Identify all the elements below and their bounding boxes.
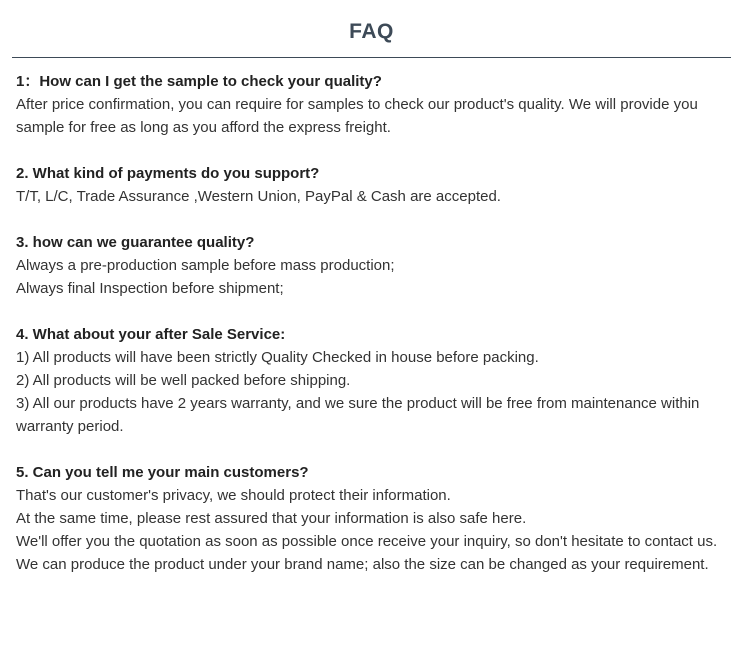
faq-item-3 bbox=[16, 231, 732, 300]
faq-answer-line: T/T, L/C, Trade Assurance ,Western Union, PayPal & Cash are accepted. bbox=[16, 188, 501, 205]
faq-answer-line: We'll offer you the quotation as soon as possible once receive your inquiry, so don't hesitate to contact us. We can produce the product under your brand name; also the size can be changed as your requirement. bbox=[16, 533, 718, 573]
faq-item-2 bbox=[16, 162, 732, 208]
faq-answer-line: After price confirmation, you can require for samples to check our product's quality. We will provide you sample for free as long as you afford the express freight. bbox=[16, 96, 698, 136]
faq-list bbox=[16, 70, 732, 599]
faq-question: 4. What about your after Sale Service: bbox=[16, 326, 286, 343]
faq-question: 5. Can you tell me your main customers? bbox=[16, 464, 309, 481]
faq-answer-line: At the same time, please rest assured that your information is also safe here. bbox=[16, 510, 527, 527]
faq-question: 2. What kind of payments do you support? bbox=[16, 165, 320, 182]
faq-question: 3. how can we guarantee quality? bbox=[16, 234, 255, 251]
faq-answer-line: Always a pre-production sample before mass production; bbox=[16, 257, 395, 274]
faq-answer-line: 2) All products will be well packed before shipping. bbox=[16, 372, 351, 389]
faq-answer-line: That's our customer's privacy, we should protect their information. bbox=[16, 487, 451, 504]
faq-item-4 bbox=[16, 323, 732, 438]
faq-answer-line: 3) All our products have 2 years warranty, and we sure the product will be free from maintenance within warranty period. bbox=[16, 395, 700, 435]
faq-answer-line: Always final Inspection before shipment; bbox=[16, 280, 284, 297]
page-title: FAQ bbox=[349, 20, 394, 43]
faq-header bbox=[12, 0, 731, 58]
faq-answer-line: 1) All products will have been strictly Quality Checked in house before packing. bbox=[16, 349, 539, 366]
faq-item-1 bbox=[16, 70, 732, 139]
faq-question: 1：How can I get the sample to check your quality? bbox=[16, 73, 382, 90]
faq-item-5 bbox=[16, 461, 732, 576]
